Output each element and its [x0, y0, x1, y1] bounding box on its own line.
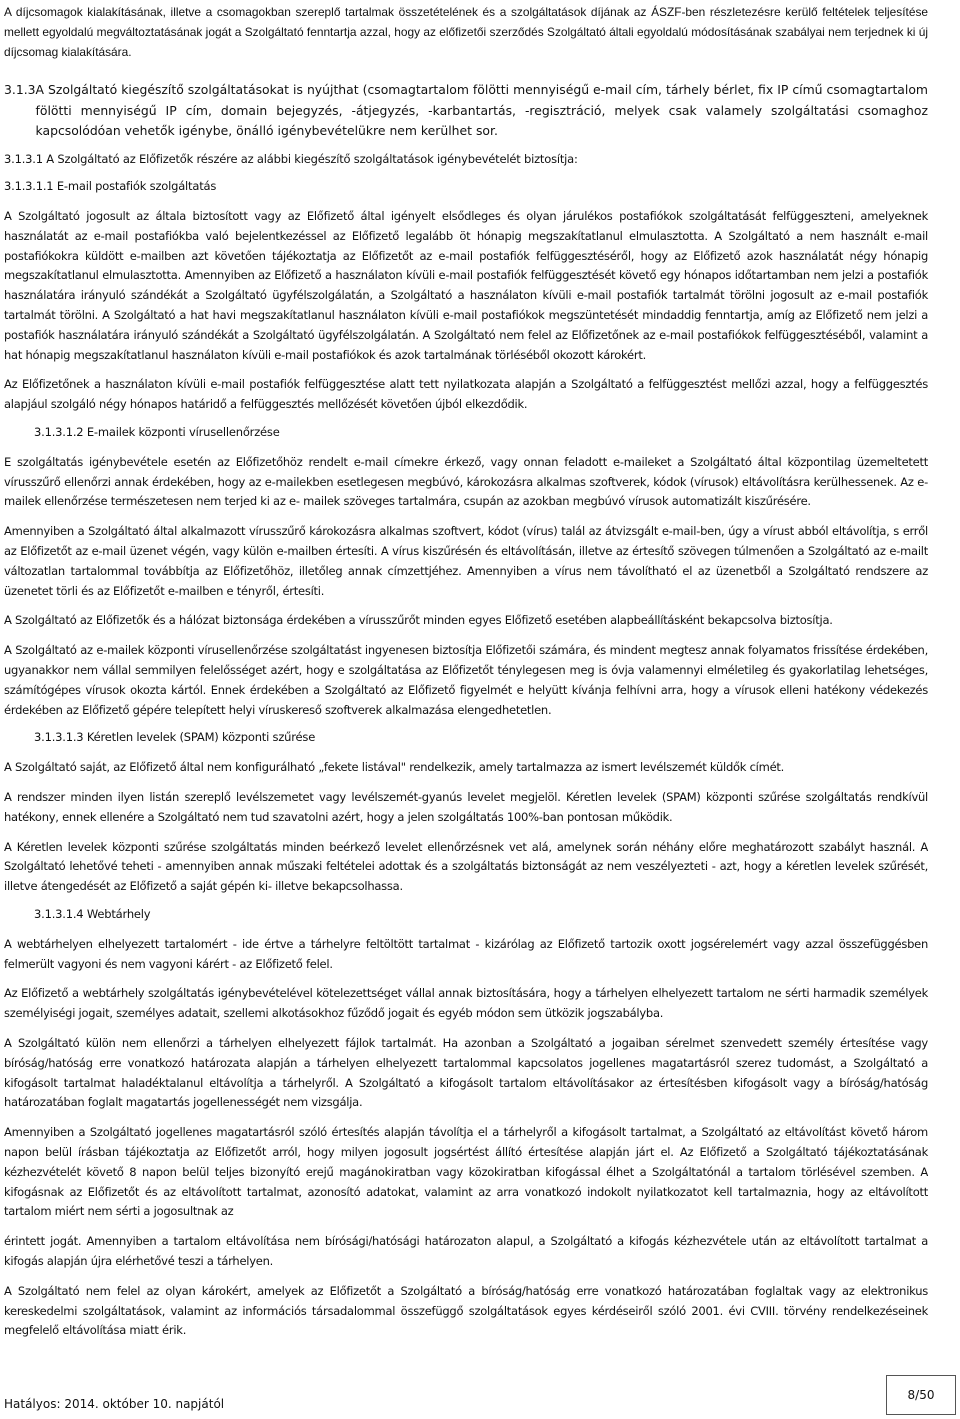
paragraph: Az Előfizetőnek a használaton kívüli e-mail postafiók felfüggesztése alatt tett nyilatkozata alapján a Szolgáltató a felfüggesztést mellőzi azzal, hogy a felfüggesztés alapjául szolgáló négy hónapos határidő a felfüggesztés mellőzését követően újból elkezdődik.: [4, 377, 928, 412]
paragraph: E szolgáltatás igénybevétele esetén az Előfizetőhöz rendelt e-mail címekre érkező, vagy onnan feladott e-maileket a Szolgáltató által központilag üzemeltetett vírusszűrő ellenőrzi annak érdekében, hogy az e-mailekben esetlegesen megbúvó, károkozásra alkalmas szoftverek, kódok (vírusok) eltávolításra kerülhessenek. Az e-mailek ellenőrzése természetesen nem terjed ki az e- mailek szöveges tartalmára, csupán az azokban megbúvó vírusok automatizált kiszűrésére.: [4, 454, 928, 509]
virus-section: [4, 453, 928, 721]
paragraph: Amennyiben a Szolgáltató által alkalmazott vírusszűrő károkozásra alkalmas szoftvert, kódot (vírus) talál az átvizsgált e-mail-ben, úgy a vírust abból eltávolítja, s erről az Előfizetőt az e-mail üzenet végén, vagy külön e-mailben értesíti. A vírus kiszűrésén és eltávolításán, illetve az értesítő szövegen túlmenően a Szolgáltató az e-mailt változatlan tartalommal továbbítja az Előfizetőhöz, illetőleg annak címzettjéhez. Amennyiben a vírus nem távolítható el az üzenetből a Szolgáltató rendszere az üzenetet törli és az Előfizetőt e-mailben e tényről, értesíti.: [4, 524, 928, 598]
document-body: [4, 2, 928, 1341]
section-3-1-3: [4, 80, 928, 142]
page-number: 8/50: [907, 1388, 935, 1402]
paragraph: A Szolgáltató az Előfizetők és a hálózat biztonsága érdekében a vírusszűrőt minden egyes Előfizető esetében alapbeállításként bekapcsolva biztosítja.: [4, 613, 833, 628]
heading-3-1-3-1-2: 3.1.3.1.2 E-mailek központi vírusellenőrzése: [34, 425, 280, 440]
webspace-section: [4, 935, 928, 1341]
effective-date-footer: Hatályos: 2014. október 10. napjától: [4, 1397, 225, 1411]
paragraph: A rendszer minden ilyen listán szereplő levélszemetet vagy levélszemét-gyanús levelet megjelöl. Kéretlen levelek (SPAM) központi szűrése szolgáltatás rendkívül hatékony, ennek ellenére a Szolgáltató nem tud szavatolni azért, hogy a jelen szolgáltatás 100%-ban pontosan működik.: [4, 790, 928, 824]
paragraph: Amennyiben a Szolgáltató jogellenes magatartásról szóló értesítés alapján távolítja el a tárhelyről a kifogásolt tartalmat, a Szolgáltató az eltávolítást követő három napon belül írásban tájékoztatja az Előfizetőt arról, hogy milyen jogosult jogsértést állító értesítése alapján járt el. Az Előfizető a Szolgáltató tájékoztatásának kézhezvételét követő 8 napon belül teljes bizonyító erejű magánokiratban vagy közokiratban kifogással élhet a Szolgáltatónál a tartalom törlésével szemben. A kifogásnak az Előfizetőt és az eltávolított tartalmat, azonosító adatokat, valamint az arra vonatkozó indokolt nyilatkozatot kell tartalmaznia, hogy az eltávolított tartalom miért nem sérti a jogosultnak az: [4, 1125, 928, 1219]
heading-3-1-3-1-1: 3.1.3.1.1 E-mail postafiók szolgáltatás: [4, 179, 217, 194]
heading-3-1-3-1-4: 3.1.3.1.4 Webtárhely: [34, 907, 151, 921]
heading-3-1-3-1-3: 3.1.3.1.3 Kéretlen levelek (SPAM) központi szűrése: [34, 730, 316, 745]
heading-3-1-3-1: 3.1.3.1 A Szolgáltató az Előfizetők részére az alábbi kiegészítő szolgáltatások igénybevételét biztosítja:: [4, 151, 578, 166]
paragraph: A Szolgáltató saját, az Előfizető által nem konfigurálható „fekete listával" rendelkezik, amely tartalmazza az ismert levélszemét küldők címét.: [4, 760, 785, 775]
paragraph: A webtárhelyen elhelyezett tartalomért - ide értve a tárhelyre feltöltött tartalmat - kizárólag az Előfizető tartozik oxott jogsérelemért vagy azzal összefüggésben felmerült vagyoni és nem vagyoni kárért - az Előfizető felel.: [4, 936, 928, 971]
intro-paragraph: A díjcsomagok kialakításának, illetve a csomagokban szereplő tartalmak összetételének és a szolgáltatások díjának az ÁSZF-ben részletezésre kerülő feltételek teljesítése mellett egyoldalú megváltoztatásának jogát a Szolgáltató fenntartja azzal, hogy az előfizetői szerződés Szolgáltató általi egyoldalú módosításának szabályai nem terjednek ki új díjcsomag kialakítására.: [4, 5, 928, 59]
paragraph: Az Előfizető a webtárhely szolgáltatás igénybevételével kötelezettséget vállal annak biztosítására, hogy a tárhelyen elhelyezett tartalom ne sérti harmadik személyek személyiségi jogait, személyes adatait, szellemi alkotásokhoz fűződő jogait és egyéb módon sem ütközik jogszabályba.: [4, 986, 928, 1021]
paragraph: A Szolgáltató nem felel az olyan károkért, amelyek az Előfizetőt a Szolgáltató a bíróság/hatóság erre vonatkozó határozatában foglaltak vagy az elektronikus kereskedelmi szolgáltatások, valamint az információs társadalommal összefüggő szolgáltatások egyes kérdéseiről szóló 2001. évi CVIII. törvény rendelkezéseinek megfelelő eltávolítása miatt érik.: [4, 1283, 928, 1338]
paragraph: A Szolgáltató jogosult az általa biztosított vagy az Előfizető által igényelt elsődleges és olyan járulékos postafiókok szolgáltatását felfüggeszteni, amelyeknek használatát az e-mail postafiókba való bejelentkezéssel az Előfizető legalább öt hónapig megszakítatlanul elmulasztotta. A Szolgáltató a nem használt e-mail postafiókokra küldött e-mailben azt követően tájékoztatja az Előfizetőt az e-mail postafiók felfüggesztéséről, hogy az Előfizető azok használatát négy hónapig megszakítatlanul elmulasztotta. Amennyiben az Előfizető a használaton kívüli e-mail postafiók felfüggesztését követő egy hónapos időtartamban nem jelzi a postafiók használatára irányuló szándékát a Szolgáltató ügyfélszolgálatán, a Szolgáltató a használaton kívüli e-mail postafiók tartalmát törölni jogosult az e-mail postafiók tartalmát törölni. A Szolgáltató a hat havi megszakítatlanul használaton kívüli e-mail postafiókok megszüntetését mindaddig fenntartja, amíg az Előfizető nem jelzi a postafiók használatára irányuló szándékát a Szolgáltató ügyfélszolgálatán. A Szolgáltató nem felel az Előfizetőnek az e-mail postafiókok felfüggesztéséből, valamint a hat hónapig megszakítatlanul használaton kívüli e-mail postafiókok és azok tartalmának törléséből okozott károkért.: [4, 209, 928, 362]
spam-section: [4, 758, 928, 897]
page-number-box: [886, 1375, 956, 1415]
paragraph: A Kéretlen levelek központi szűrése szolgáltatás minden beérkező levelet ellenőrzésnek vet alá, amelynek során néhány előre meghatározott szabályt használ. A Szolgáltató lehetővé teheti - amennyiben annak műszaki feltételei adottak és a szolgáltatás biztonságát az nem veszélyezteti - azt, hogy a kéretlen levelek szűrését, illetve átengedését az Előfizető a saját gépén ki- illetve bekapcsolhassa.: [4, 839, 928, 894]
paragraph: A Szolgáltató külön nem ellenőrzi a tárhelyen elhelyezett fájlok tartalmát. Ha azonban a Szolgáltató a jogaiban sérelmet szenvedett személy értesítése vagy bíróság/hatóság erre vonatkozó határozata alapján a tárhelyen elhelyezett tartalommal kapcsolatos jogellenes magatartásról szerez tudomást, a Szolgáltató a kifogásolt tartalmat haladéktalanul eltávolítja a tárhelyről. A Szolgáltató a kifogásolt tartalom eltávolításakor az értesítésben kifogásolt vagy a bíróság/hatóság határozatában foglalt magatartás jogellenességét nem vizsgálja.: [4, 1035, 928, 1110]
section-text: A Szolgáltató kiegészítő szolgáltatásokat is nyújthat (csomagtartalom fölötti mennyiségű e-mail cím, tárhely bérlet, fix IP című csomagtartalom fölötti mennyiségű IP cím, domain bejegyzés, -átjegyzés, -karbantartás, -regisztráció, melyek csak valamely szolgáltatási csomaghoz kapcsolódóan vehetők igénybe, önálló igénybevételükre nem kerülhet sor.: [35, 82, 928, 138]
email-section: [4, 207, 928, 415]
paragraph: A Szolgáltató az e-mailek központi vírusellenőrzése szolgáltatást ingyenesen biztosítja Előfizetői számára, és mindent megtesz annak folyamatos frissítése érdekében, ugyanakkor nem vállal semmilyen felelősséget azért, hogy e szolgáltatása az Előfizetőt ténylegesen meg is óvja valamennyi elméletileg és gyakorlatilag lehetséges, számítógépes vírusok okozta kártól. Ennek érdekében a Szolgáltató az Előfizető figyelmét e helyütt kívánja felhívni arra, hogy a vírusok elleni hatékony védekezés érdekében az Előfizető gépére telepített helyi víruskereső szoftverek alkalmazása elengedhetetlen.: [4, 643, 928, 717]
paragraph: érintett jogát. Amennyiben a tartalom eltávolítása nem bírósági/hatósági határozaton alapul, a Szolgáltató a kifogás kézhezvétele után az eltávolított tartalmat a kifogás alapján újra elérhetővé teszi a tárhelyen.: [4, 1234, 928, 1268]
section-number: 3.1.3: [4, 82, 36, 97]
intro-section: [4, 2, 928, 62]
